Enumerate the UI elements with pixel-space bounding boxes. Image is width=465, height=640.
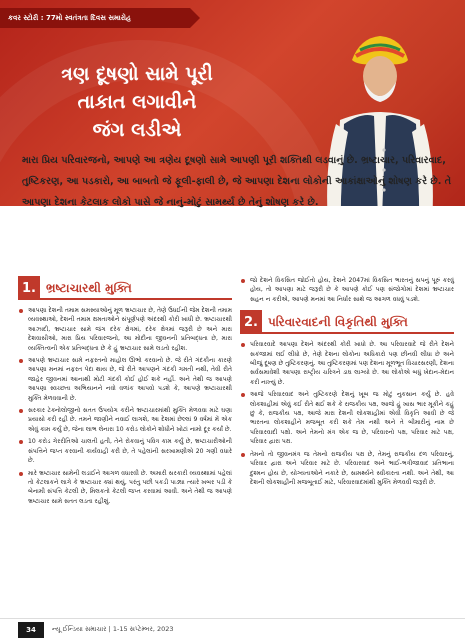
list-item: મારે ભ્રષ્ટાચાર સામેની લડાઈને આગળ વધારવી છે. અમારી સરકારી વ્યવસ્થામાં પહેલાં તો કેટલાકને લાગે કે ભ્રષ્ટાચાર ક્યાં થયું, પરંતુ પછી પકડી પાડ્યા ત્યારે ખબર પડી કે બેનામી સંપત્તિ કેટલી છે, મિલકતો કેટલી જપ્ત કરવામાં આવી. અને તેથી જ આપણે ભ્રષ્ટાચાર સામે સતત લડતા રહીશું. bbox=[18, 469, 232, 507]
section-number: 2. bbox=[240, 310, 262, 334]
section-title: પરિવારવાદની વિકૃતિથી મુક્તિ bbox=[262, 310, 454, 334]
list-item: આપણે ભ્રષ્ટાચાર સામે નફરતનો માહોલ ઊભો કરવાનો છે. જે રીતે ગંદકીના કારણે આપણા મનમાં નફરત પેદા થાય છે, જે રીતે આપણને ગંદકી ગમતી નથી, તેવી રીતે જાહેર જીવનમાં આનાથી મોટી ગંદકી કોઈ હોઈ શકે નહીં. અને તેથી જ આપણે આપણા સ્વચ્છતા અભિયાનને નવો વળાંક આપવો પડશે કે, આપણે ભ્રષ્ટાચારથી મુક્તિ મેળવવાની છે. bbox=[18, 356, 232, 403]
section-heading bbox=[18, 276, 232, 300]
list-item: પરિવારવાદે આપણા દેશને અંદરથી કોરી ખાધો છે. આ પરિવારવાદે જે રીતે દેશને સકંજામાં લઈ લીધો છે, તેણે દેશના લોકોના અધિકારો પણ છીનવી લીધા છે અને બીજું દૂષણ છે તુષ્ટિકરણનું. આ તુષ્ટિકરણમાં પણ દેશના મૂળભૂત વિચારસરણી, દેશના સર્વસમાવેશી આપણા રાષ્ટ્રીય ચરિત્રને ડાઘ લાગ્યો છે. આ લોકોએ બધું ખેદાન-મેદાન કરી નાખ્યું છે. bbox=[240, 340, 454, 387]
list-item: આપણા દેશની તમામ સમસ્યાઓનું મૂળ ભ્રષ્ટાચાર છે, તેણે ઉધઈની જેમ દેશની તમામ વ્યવસ્થાઓ, દેશની તમામ ક્ષમતાઓને સંપૂર્ણપણે અંદરથી કોરી ખાધી છે. ભ્રષ્ટાચારથી આઝાદી, ભ્રષ્ટાચાર સામે જંગ દરેક ક્ષેત્રમાં, દરેક ક્ષેત્રમાં જરૂરી છે અને મારા દેશવાસીઓ, મારા પ્રિય પરિવારજનો, આ મોદીના જીવનની પ્રતિબદ્ધતા છે, મારા વ્યક્તિત્વની એક પ્રતિબદ્ધતા છે કે હું ભ્રષ્ટાચાર સામે લડતો રહીશ. bbox=[18, 306, 232, 353]
headline-line: જંગ લડીએ bbox=[92, 119, 182, 141]
list-item: આજે પરિવારવાદ અને તુષ્ટિકરણે દેશનું ખૂબ જ મોટું નુકસાન કર્યું છે. હવે લોકશાહીમાં એવું કઈ રીતે થઈ શકે કે રાજકીય પક્ષ, આજે હું ખાસ ભાર મૂકીને કહું છું કે, રાજકીય પક્ષ, આજે મારા દેશની લોકશાહીમાં એવી વિકૃતિ આવી છે જે ભારતના લોકશાહીને મજબૂત કરી શકે તેમ નથી અને તે બીમારીનું નામ છે પરિવારવાદી પક્ષો. અને તેમનો મંત્ર એક જ છે, પરિવારનો પક્ષ, પરિવાર માટે પક્ષ, પરિવાર દ્વારા પક્ષ. bbox=[240, 390, 454, 446]
list-item: 10 કરોડ ગેરરીતિઓ ચાલતી હતી, તેને રોકવાનું પવિત્ર કામ કર્યું છે, ભ્રષ્ટાચારીઓની સંપત્તિને જપ્ત કરવાની કાર્યવાહી કરી છે, તે પહેલાંની સરખામણીએ 20 ગણી વધારે છે. bbox=[18, 437, 232, 465]
page-number: 34 bbox=[18, 622, 44, 638]
section-title: ભ્રષ્ટાચારથી મુક્તિ bbox=[40, 276, 232, 300]
section-number: 1. bbox=[18, 276, 40, 300]
headline-line: તાકાત લગાવીને bbox=[77, 91, 197, 113]
list-item: સરકાર ટેક્નોલોજીનો સતત ઉપયોગ કરીને ભ્રષ્ટાચારમાંથી મુક્તિ મેળવવા માટે ઘણા પ્રયાસો કરી રહી છે. તમને જાણીને નવાઈ લાગશે, આ દેશમાં છેલ્લાં 9 વર્ષમાં મેં એક એવું કામ કર્યું છે, જેના લાભ લેનારા 10 કરોડ લોકોને શોધીને ખોટાં નામો દૂર કર્યાં છે. bbox=[18, 406, 232, 434]
issue-info: ન્યૂ ઈન્ડિયા સમાચાર | 1-15 સપ્ટેમ્બર, 2023 bbox=[52, 625, 174, 633]
page-footer bbox=[0, 618, 465, 640]
intro-paragraph: મારા પ્રિય પરિવારજનો, આપણે આ ત્રણેય દૂષણો સામે આપણી પૂરી શક્તિથી લડવાનું છે. ભ્રષ્ટાચાર, પરિવારવાદ, તુષ્ટિકરણ, આ પડકારો, આ બાબતો જે ફૂલી-ફાલી છે, જે આપણા દેશના લોકોની આકાંક્ષાઓનું શોષણ કરે છે. તે આપણા દેશના કેટલાક લોકો પાસે જે નાનું-મોટું સામર્થ્ય છે તેનું શોષણ કરે છે. bbox=[22, 155, 452, 208]
bullet-list bbox=[240, 340, 454, 487]
left-column bbox=[18, 276, 232, 509]
bullet-list bbox=[240, 276, 454, 304]
intro-background bbox=[0, 206, 465, 268]
list-item: જો દેશને વિકસિત જોઈતો હોય, દેશને 2047માં વિકસિત ભારતનું સપનું પૂરું કરવું હોય, તો આપણા માટે જરૂરી છે કે આપણે કોઈ પણ સંજોગોમાં દેશમાં ભ્રષ્ટાચાર સહન ન કરીએ, આપણે મનમાં આ નિર્ધાર સાથે જ આગળ વધવું પડશે. bbox=[240, 276, 454, 304]
bullet-list bbox=[18, 306, 232, 506]
cover-story-tag: કવર સ્ટોરી : 77મો સ્વતંત્રતા દિવસ સમારોહ bbox=[0, 8, 190, 28]
headline bbox=[32, 60, 242, 144]
list-item: તેમનો તો જીવનમંત્ર જ તેમનો રાજકીય પક્ષ છે, તેમનું રાજકીય દળ પરિવારનું, પરિવાર દ્વારા અને પરિવાર માટે છે. પરિવારવાદ અને ભાઈ-ભત્રીજાવાદ પ્રતિભાના દુશ્મન હોય છે, યોગ્યતાઓને નકારે છે, સામર્થ્યને સ્વીકારતા નથી. અને તેથી, આ દેશની લોકશાહીની મજબૂતાઈ માટે, પરિવારવાદમાંથી મુક્તિ મેળવવી જરૂરી છે. bbox=[240, 450, 454, 488]
section-heading bbox=[240, 310, 454, 334]
headline-line: ત્રણ દૂષણો સામે પૂરી bbox=[61, 63, 213, 85]
right-column bbox=[240, 276, 454, 490]
